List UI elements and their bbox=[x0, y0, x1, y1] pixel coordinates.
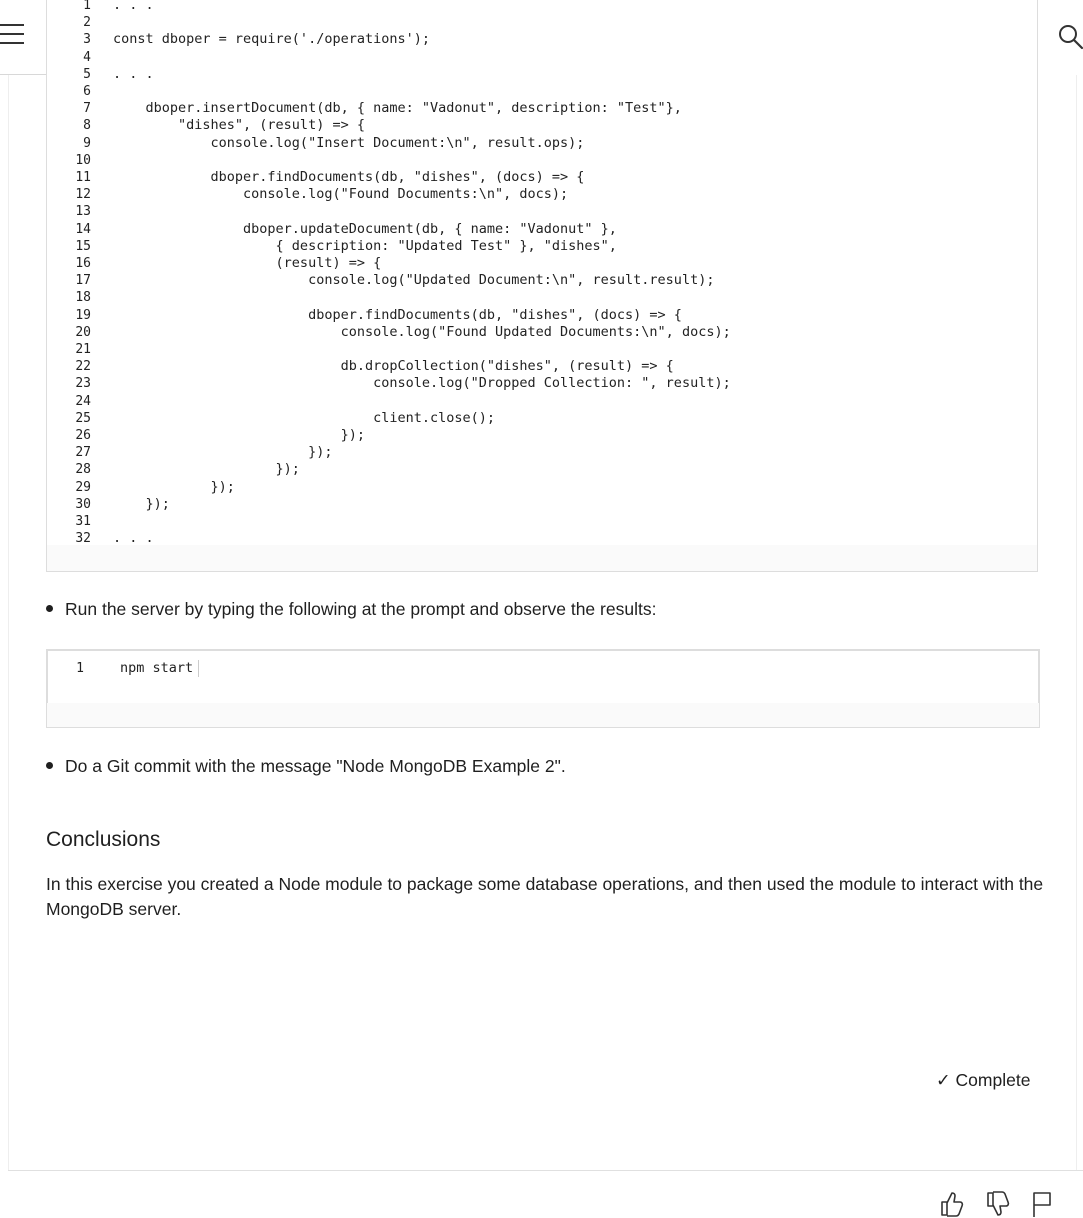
code-line: }); bbox=[113, 427, 365, 443]
line-number: 32 bbox=[75, 531, 91, 547]
line-number: 19 bbox=[75, 307, 91, 323]
line-number: 29 bbox=[75, 479, 91, 495]
code-line: . . . bbox=[113, 530, 154, 547]
thumbs-up-icon[interactable] bbox=[938, 1190, 964, 1218]
code-block-npm-start[interactable] bbox=[46, 649, 1040, 705]
code-line: dboper.insertDocument(db, { name: "Vadonut", description: "Test"}, bbox=[113, 100, 682, 117]
line-number: 30 bbox=[75, 496, 91, 512]
code-line: console.log("Dropped Collection: ", result); bbox=[113, 375, 731, 392]
line-number: 31 bbox=[75, 514, 91, 529]
code-line: }); bbox=[113, 461, 300, 478]
line-number: 12 bbox=[75, 187, 91, 203]
line-number: 17 bbox=[75, 273, 91, 289]
line-number: 7 bbox=[83, 101, 91, 117]
code-line: db.dropCollection("dishes", (result) => { bbox=[113, 358, 674, 375]
conclusions-heading: Conclusions bbox=[46, 828, 161, 851]
line-number: 10 bbox=[75, 152, 91, 168]
code-block-footer bbox=[46, 703, 1040, 728]
line-number: 24 bbox=[75, 393, 91, 409]
line-number: 4 bbox=[83, 49, 91, 65]
bullet-dot bbox=[46, 762, 53, 769]
line-number: 23 bbox=[75, 376, 91, 392]
line-number: 25 bbox=[75, 410, 91, 426]
flag-icon[interactable] bbox=[1030, 1190, 1056, 1218]
bullet-text: Do a Git commit with the message "Node MongoDB Example 2". bbox=[65, 756, 566, 776]
code-line: console.log("Insert Document:\n", result.ops); bbox=[113, 134, 585, 151]
thumbs-down-icon[interactable] bbox=[984, 1190, 1010, 1218]
code-line: console.log("Updated Document:\n", result.result); bbox=[113, 272, 715, 289]
code-line: npm start bbox=[120, 660, 194, 676]
line-number: 1 bbox=[76, 661, 84, 676]
footer-divider bbox=[8, 1170, 1083, 1171]
line-number: 2 bbox=[83, 15, 91, 31]
line-number: 20 bbox=[75, 324, 91, 340]
line-number: 15 bbox=[75, 238, 91, 254]
code-line: console.log("Found Documents:\n", docs); bbox=[113, 186, 569, 203]
code-line: }); bbox=[113, 495, 170, 512]
content-right-border bbox=[1076, 75, 1077, 1171]
code-line: dboper.findDocuments(db, "dishes", (docs) => { bbox=[113, 306, 682, 323]
code-line: dboper.findDocuments(db, "dishes", (docs) => { bbox=[113, 169, 585, 185]
line-number: 11 bbox=[75, 170, 91, 185]
bullet-text: Run the server by typing the following at the prompt and observe the results: bbox=[65, 599, 657, 619]
code-line: { description: "Updated Test" }, "dishes", bbox=[113, 237, 617, 254]
code-line: dboper.updateDocument(db, { name: "Vadonut" }, bbox=[113, 220, 617, 237]
bullet-dot bbox=[46, 605, 53, 612]
code-line: . . . bbox=[113, 0, 154, 13]
line-number: 27 bbox=[75, 445, 91, 461]
instruction-bullet-git-commit bbox=[46, 756, 566, 777]
line-number: 28 bbox=[75, 462, 91, 478]
line-number: 14 bbox=[75, 221, 91, 237]
line-number: 8 bbox=[83, 118, 91, 134]
line-number: 26 bbox=[75, 428, 91, 443]
code-line: }); bbox=[113, 444, 333, 461]
code-line: . . . bbox=[113, 65, 154, 82]
complete-status[interactable]: ✓ Complete bbox=[936, 1070, 1031, 1090]
line-number: 13 bbox=[75, 204, 91, 220]
code-line: }); bbox=[113, 478, 235, 495]
line-number: 6 bbox=[83, 84, 91, 99]
code-line: const dboper = require('./operations'); bbox=[113, 31, 430, 48]
content-left-border bbox=[8, 75, 9, 1171]
line-number: 18 bbox=[75, 290, 91, 306]
line-number: 9 bbox=[83, 135, 91, 151]
line-number: 21 bbox=[75, 342, 91, 357]
line-number: 1 bbox=[83, 0, 91, 13]
search-icon[interactable] bbox=[1058, 24, 1083, 50]
line-number: 5 bbox=[83, 66, 91, 82]
code-line: "dishes", (result) => { bbox=[113, 117, 365, 134]
code-line: client.close(); bbox=[113, 409, 496, 426]
conclusions-text: In this exercise you created a Node module to package some database operations, and then used the module to interact with the MongoDB server. bbox=[46, 874, 1044, 919]
code-line: (result) => { bbox=[113, 255, 382, 271]
line-number: 3 bbox=[83, 32, 91, 48]
line-number: 22 bbox=[75, 359, 91, 375]
line-number: 16 bbox=[75, 256, 91, 271]
hamburger-menu-icon[interactable] bbox=[0, 24, 28, 48]
instruction-bullet-run-server bbox=[46, 599, 656, 620]
header-divider bbox=[0, 74, 46, 75]
code-block-footer bbox=[46, 545, 1038, 572]
text-cursor bbox=[198, 660, 199, 677]
code-line: console.log("Found Updated Documents:\n", docs); bbox=[113, 323, 731, 340]
